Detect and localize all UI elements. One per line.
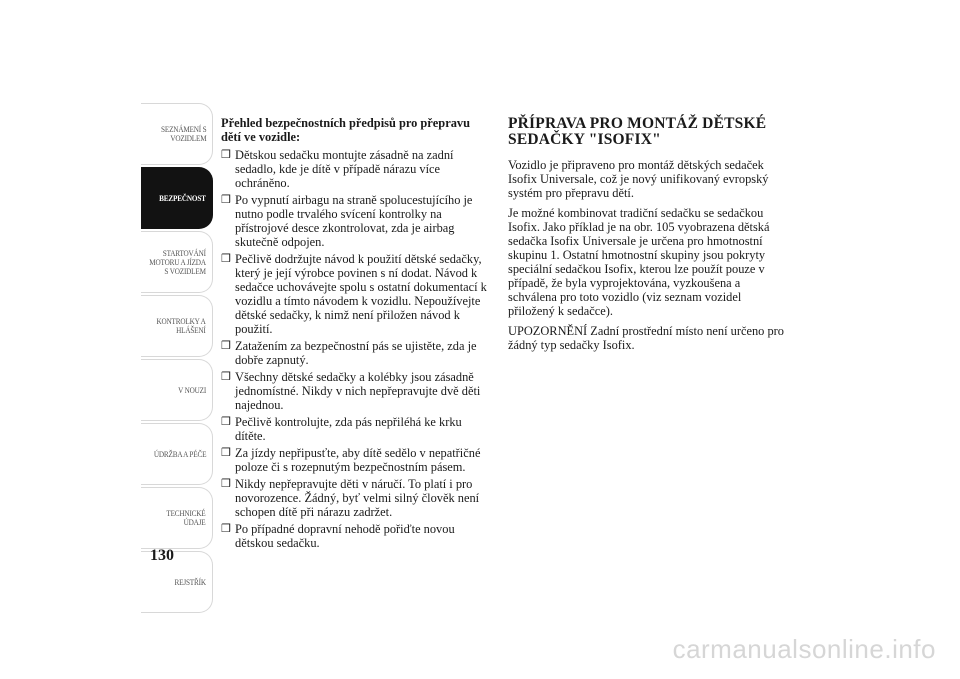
checkbox-bullet-icon: ❒: [221, 416, 231, 428]
list-item-text: Po případné dopravní nehodě pořiďte novou dětskou sedačku.: [235, 522, 455, 550]
tab-label: REJSTŘÍK: [174, 577, 206, 587]
left-column: [221, 116, 489, 553]
tab-kontrolky-a-hlaseni[interactable]: [141, 295, 213, 357]
checkbox-bullet-icon: ❒: [221, 253, 231, 265]
isofix-section-heading: PŘÍPRAVA PRO MONTÁŽ DĚTSKÉ SEDAČKY "ISOFIX": [508, 115, 767, 148]
list-item: [221, 446, 489, 474]
list-item-text: Všechny dětské sedačky a kolébky jsou zásadně jednomístné. Nikdy v nich nepřepravujte dvě děti najednou.: [235, 370, 481, 412]
list-item-text: Po vypnutí airbagu na straně spolucestujícího je nutno podle trvalého svícení kontrolky na přístrojové desce zkontrolovat, zda je airbag skutečně odpojen.: [235, 193, 473, 249]
safety-rules-heading: Přehled bezpečnostních předpisů pro přepravu dětí ve vozidle:: [221, 116, 470, 144]
tab-label: STARTOVÁNÍ MOTORU A JÍZDA S VOZIDLEM: [149, 248, 206, 276]
warning-paragraph: UPOZORNĚNÍ Zadní prostřední místo není určeno pro žádný typ sedačky Isofix.: [508, 324, 784, 352]
list-item: [221, 193, 489, 249]
list-item: [221, 522, 489, 550]
list-item-text: Dětskou sedačku montujte zásadně na zadní sedadlo, kde je dítě v případě nárazu více ochráněno.: [235, 148, 454, 190]
list-item-text: Pečlivě dodržujte návod k použití dětské sedačky, který je její výrobce povinen s ní dodat. Návod k sedačce uchovávejte spolu s ostatní dokumentací k vozidlu a tímto návodem k vozidlu. Nepoužívejte dětské sedačky, k nimž není přiložen návod k použití.: [235, 252, 487, 336]
safety-rules-list: [221, 148, 489, 550]
tab-label: TECHNICKÉ ÚDAJE: [166, 509, 206, 527]
checkbox-bullet-icon: ❒: [221, 447, 231, 459]
tab-label: BEZPEČNOST: [159, 193, 206, 203]
tab-label: KONTROLKY A HLÁŠENÍ: [156, 317, 206, 335]
tab-udrzba-a-pece[interactable]: [141, 423, 213, 485]
paragraph: Je možné kombinovat tradiční sedačku se sedačkou Isofix. Jako příklad je na obr. 105 vyobrazena dětská sedačka Isofix Universale je určena pro hmotnostní skupinu 1. Ostatní hmotnostní skupiny jsou pokryty speciální sedačkou Isofix, kterou lze použít pouze v případě, že byla vyprojektována, vyzkoušena a schválena pro toto vozidlo (viz seznam vozidel přiložený k sedačce).: [508, 206, 770, 318]
list-item: [221, 370, 489, 412]
list-item: [221, 477, 489, 519]
right-column: [508, 116, 784, 358]
list-item-text: Pečlivě kontrolujte, zda pás nepřiléhá ke krku dítěte.: [235, 415, 462, 443]
list-item-text: Nikdy nepřepravujte děti v náručí. To platí i pro novorozence. Žádný, byť velmi silný člověk není schopen dítě při nárazu zadržet.: [235, 477, 480, 519]
tab-v-nouzi[interactable]: [141, 359, 213, 421]
page-number: 130: [150, 547, 174, 564]
tab-technicke-udaje[interactable]: [141, 487, 213, 549]
tab-bezpecnost[interactable]: [141, 167, 213, 229]
paragraph: Vozidlo je připraveno pro montáž dětských sedaček Isofix Universale, což je nový unifikovaný evropský systém pro přepravu dětí.: [508, 158, 769, 200]
tab-label: ÚDRŽBA A PÉČE: [153, 449, 206, 459]
list-item-text: Zatažením za bezpečnostní pás se ujistěte, zda je dobře zapnutý.: [235, 339, 477, 367]
list-item: [221, 252, 489, 336]
list-item: [221, 148, 489, 190]
list-item: [221, 415, 489, 443]
checkbox-bullet-icon: ❒: [221, 340, 231, 352]
list-item: [221, 339, 489, 367]
checkbox-bullet-icon: ❒: [221, 149, 231, 161]
tab-seznameni-s-vozidlem[interactable]: [141, 103, 213, 165]
checkbox-bullet-icon: ❒: [221, 523, 231, 535]
checkbox-bullet-icon: ❒: [221, 478, 231, 490]
checkbox-bullet-icon: ❒: [221, 371, 231, 383]
checkbox-bullet-icon: ❒: [221, 194, 231, 206]
tab-label: V NOUZI: [177, 385, 206, 395]
tab-startovani-motoru[interactable]: [141, 231, 213, 293]
list-item-text: Za jízdy nepřipusťte, aby dítě sedělo v nepatřičné poloze či s rozepnutým bezpečnostním pásem.: [235, 446, 481, 474]
watermark: carmanualsonline.info: [672, 634, 936, 664]
section-tabs: [141, 103, 213, 615]
tab-label: SEZNÁMENÍ S VOZIDLEM: [160, 125, 206, 143]
